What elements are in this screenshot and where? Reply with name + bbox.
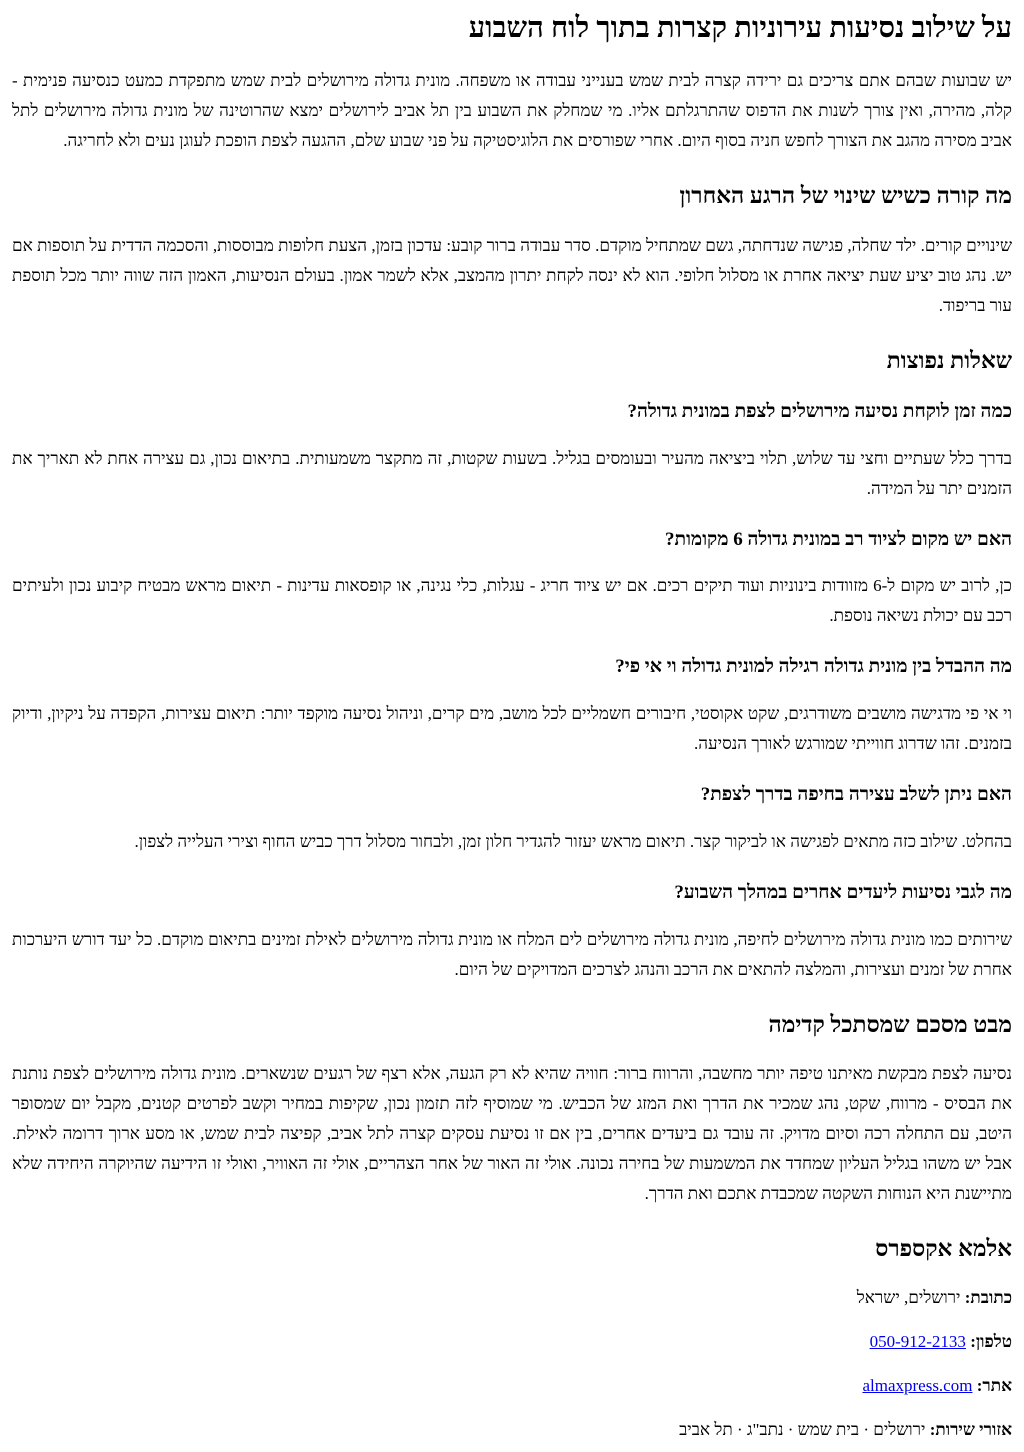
faq-answer-4: בהחלט. שילוב כזה מתאים לפגישה או לביקור קצר. תיאום מראש יעזור להגדיר חלון זמן, ולבחור מסלול דרך כביש החוף וצירי העלייה לצפון. [134,831,1012,851]
phone-link[interactable]: 050-912-2133 [869,1332,966,1351]
faq-answer-2: כן, לרוב יש מקום ל-6 מזוודות בינוניות ועוד תיקים רכים. אם יש ציוד חריג - עגלות, כלי נגינה, או קופסאות עדינות - תיאום מראש מבטיח קיבוע נכון ולעיתים רכב עם יכולת נשיאה נוספת. [12,576,1012,626]
last-minute-paragraph: שינויים קורים. ילד שחלה, פגישה שנדחתה, גשם שמתחיל מוקדם. סדר עבודה ברור קובע: עדכון בזמן, הצעת חלופות מבוססות, והסכמה הדדית על תוספות אם יש. נהג טוב יציע שעת יציאה אחרת או מסלול חלופי. הוא לא ינסה לקחת יתרון מהמצב, אלא לשמר אמון. בעולם הנסיעות, האמון הזה שווה יותר מכל תוספת עור בריפוד. [12,236,1012,315]
contact-website-line [12,1371,1012,1401]
service-areas-label: אזורי שירות: [929,1420,1012,1439]
page-title: על שילוב נסיעות עירוניות קצרות בתוך לוח השבוע [468,12,1012,44]
faq-question-4: האם ניתן לשלב עצירה בחיפה בדרך לצפת? [700,784,1012,805]
section-heading-summary: מבט מסכם שמסתכל קדימה [768,1011,1012,1037]
summary-paragraph: נסיעה לצפת מבקשת מאיתנו טיפה יותר מחשבה, והרווח ברור: חוויה שהיא לא רק הגעה, אלא רצף של רגעים שנשארים. מונית גדולה מירושלים לצפת נותנת את הבסיס - מרווח, שקט, נהג שמכיר את הדרך ואת המזג של הכביש. מי שמוסיף לזה תזמון נכון, שקיפות במחיר וקשב לפרטים קטנים, מקבל יום שמסופר היטב, עם התחלה רכה וסיום מדויק. זה עובד גם ביעדים אחרים, בין אם זו נסיעת עסקים קצרה לתל אביב, קפיצה לבית שמש, או מסע ארוך דרומה לאילת. אבל יש משהו בגליל העליון שמחדד את המשמעות של בחירה נכונה. אולי זה האור של אחר הצהריים, אולי זה האוויר, ואולי זו הידיעה שהיוקרה היחידה שלא מתיישנת היא הנוחות השקטה שמכבדת אתכם ואת הדרך. [12,1064,1012,1204]
faq-question-3: מה ההבדל בין מונית גדולה רגילה למונית גדולה וי אי פי? [615,656,1012,678]
contact-service-areas-line [12,1415,1012,1445]
section-heading-last-minute-change: מה קורה כשיש שינוי של הרגע האחרון [679,183,1012,209]
faq-list [12,400,1012,985]
company-name-heading: אלמא אקספרס [875,1236,1012,1262]
faq-answer-1: בדרך כלל שעתיים וחצי עד שלוש, תלוי ביציאה מהעיר ובעומסים בגליל. בשעות שקטות, זה מתקצר משמעותית. בתיאום נכון, גם עצירה אחת לא תאריך את הזמנים יתר על המידה. [12,448,1012,498]
section-heading-faq: שאלות נפוצות [886,348,1012,373]
phone-label: טלפון: [970,1332,1012,1351]
address-value: ירושלים, ישראל [856,1288,961,1307]
contact-address-line [12,1283,1012,1313]
address-label: כתובת: [964,1288,1012,1307]
faq-question-2: האם יש מקום לציוד רב במונית גדולה 6 מקומות? [664,528,1012,550]
contact-section [12,1283,1012,1445]
contact-phone-line [12,1327,1012,1357]
website-label: אתר: [976,1376,1012,1395]
faq-answer-3: וי אי פי מדגישה מושבים משודרגים, שקט אקוסטי, חיבורים חשמליים לכל מושב, מים קרים, וניהול נסיעה מוקפד יותר: תיאום עצירות, הקפדה על ניקיון, ודיוק בזמנים. זהו שדרוג חווייתי שמורגש לאורך הנסיעה. [12,704,1012,753]
service-areas-value: ירושלים · בית שמש · נתב"ג · תל אביב [679,1420,926,1439]
faq-question-5: מה לגבי נסיעות ליעדים אחרים במהלך השבוע? [674,881,1012,903]
intro-paragraph: יש שבועות שבהם אתם צריכים גם ירידה קצרה לבית שמש בענייני עבודה או משפחה. מונית גדולה מירושלים לבית שמש מתפקדת כמעט כנסיעה פנימית - קלה, מהירה, ואין צורך לשנות את הדפוס שהתרגלתם אליו. מי שמחלק את השבוע בין תל אביב לירושלים ימצא שהרוטינה של מונית גדולה מירושלים לתל אביב מסירה מהגב את הצורך לחפש חניה בסוף היום. אחרי שפורסים את הלוגיסטיקה על פני שבוע שלם, ההגעה לצפת הופכת לעוגן נעים ולא לחריגה. [12,71,1012,151]
website-link[interactable]: almaxpress.com [862,1376,973,1395]
faq-answer-5: שירותים כמו מונית גדולה מירושלים לחיפה, מונית גדולה מירושלים לים המלח או מונית גדולה מירושלים לאילת זמינים בתיאום מוקדם. כל יעד דורש היערכות אחרת של זמנים ועצירות, והמלצה להתאים את הרכב והנהג לצרכים המדויקים של היום. [12,929,1012,979]
article [12,10,1012,1445]
faq-question-1: כמה זמן לוקחת נסיעה מירושלים לצפת במונית גדולה? [627,400,1012,422]
